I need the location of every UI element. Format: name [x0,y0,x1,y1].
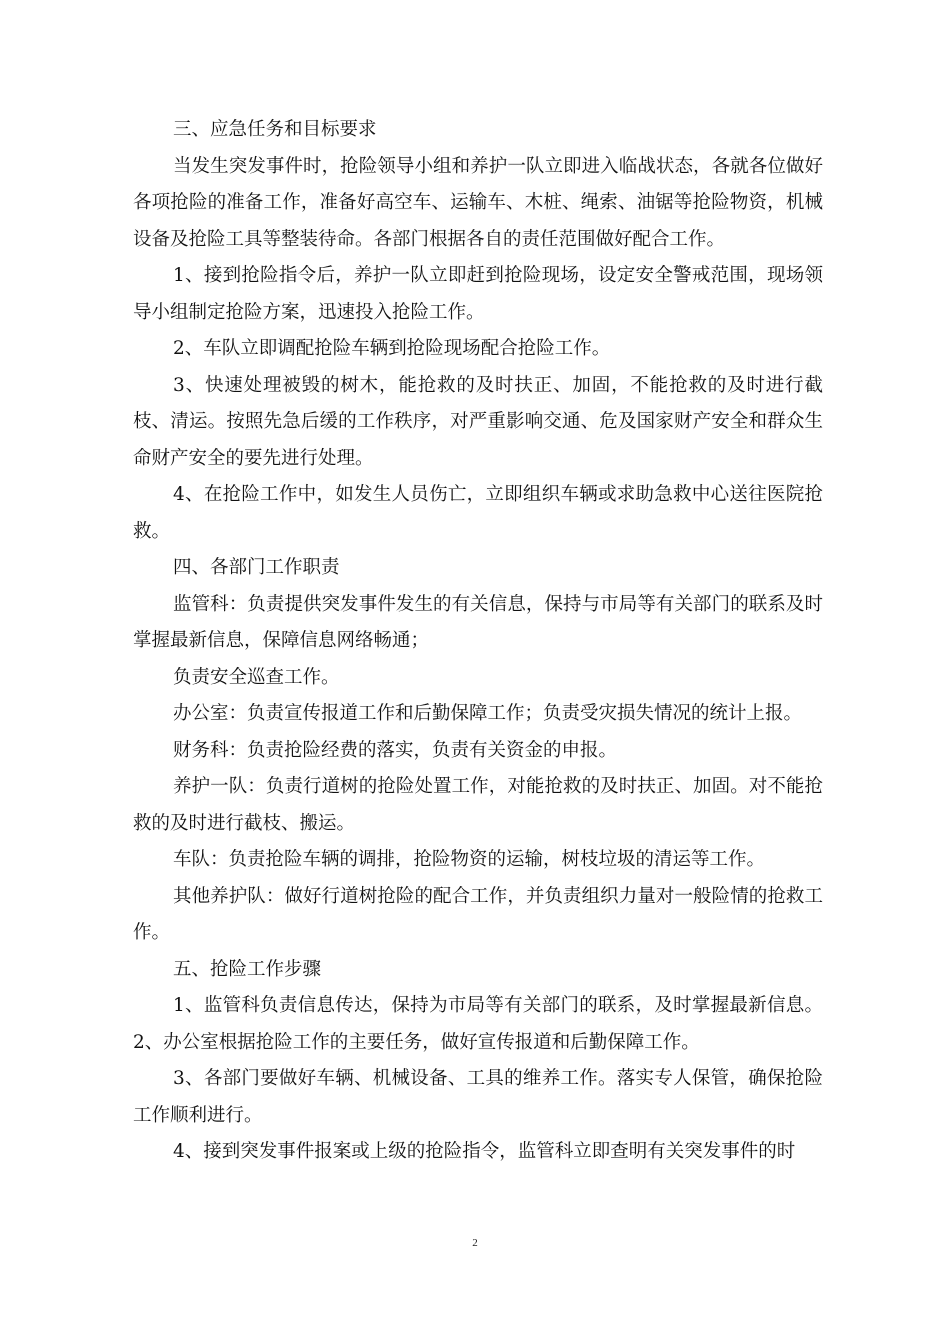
paragraph: 2、车队立即调配抢险车辆到抢险现场配合抢险工作。 [173,338,611,359]
section-heading-3: 三、应急任务和目标要求 [173,119,377,140]
paragraph: 车队：负责抢险车辆的调排，抢险物资的运输，树枝垃圾的清运等工作。 [173,849,766,870]
paragraph: 1、监管科负责信息传达，保持为市局等有关部门的联系，及时掌握最新信息。2、办公室根据抢险工作的主要任务，做好宣传报道和后勤保障工作。 [133,995,823,1053]
paragraph: 4、接到突发事件报案或上级的抢险指令，监管科立即查明有关突发事件的时 [173,1141,796,1162]
paragraph: 当发生突发事件时，抢险领导小组和养护一队立即进入临战状态，各就各位做好各项抢险的准备工作，准备好高空车、运输车、木桩、绳索、油锯等抢险物资，机械设备及抢险工具等整装待命。各部门根据各自的责任范围做好配合工作。 [133,155,823,250]
document-body [133,112,823,1171]
paragraph: 1、接到抢险指令后，养护一队立即赶到抢险现场，设定安全警戒范围，现场领导小组制定抢险方案，迅速投入抢险工作。 [133,265,823,323]
section-heading-5: 五、抢险工作步骤 [173,958,322,980]
paragraph: 3、快速处理被毁的树木，能抢救的及时扶正、加固，不能抢救的及时进行截枝、清运。按照先急后缓的工作秩序，对严重影响交通、危及国家财产安全和群众生命财产安全的要先进行处理。 [133,374,823,469]
paragraph: 养护一队：负责行道树的抢险处置工作，对能抢救的及时扶正、加固。对不能抢救的及时进行截枝、搬运。 [133,776,823,834]
section-heading-4: 四、各部门工作职责 [173,557,340,578]
paragraph: 3、各部门要做好车辆、机械设备、工具的维养工作。落实专人保管，确保抢险工作顺利进行。 [133,1068,823,1126]
paragraph: 其他养护队：做好行道树抢险的配合工作，并负责组织力量对一般险情的抢救工作。 [133,885,823,943]
paragraph: 监管科：负责提供突发事件发生的有关信息，保持与市局等有关部门的联系及时掌握最新信息，保障信息网络畅通； [133,593,823,651]
paragraph: 4、在抢险工作中，如发生人员伤亡，立即组织车辆或求助急救中心送往医院抢救。 [133,484,823,542]
paragraph: 负责安全巡查工作。 [173,666,340,688]
paragraph: 办公室：负责宣传报道工作和后勤保障工作；负责受灾损失情况的统计上报。 [173,703,803,724]
page-number: 2 [472,1237,478,1249]
paragraph: 财务科：负责抢险经费的落实，负责有关资金的申报。 [173,739,618,761]
